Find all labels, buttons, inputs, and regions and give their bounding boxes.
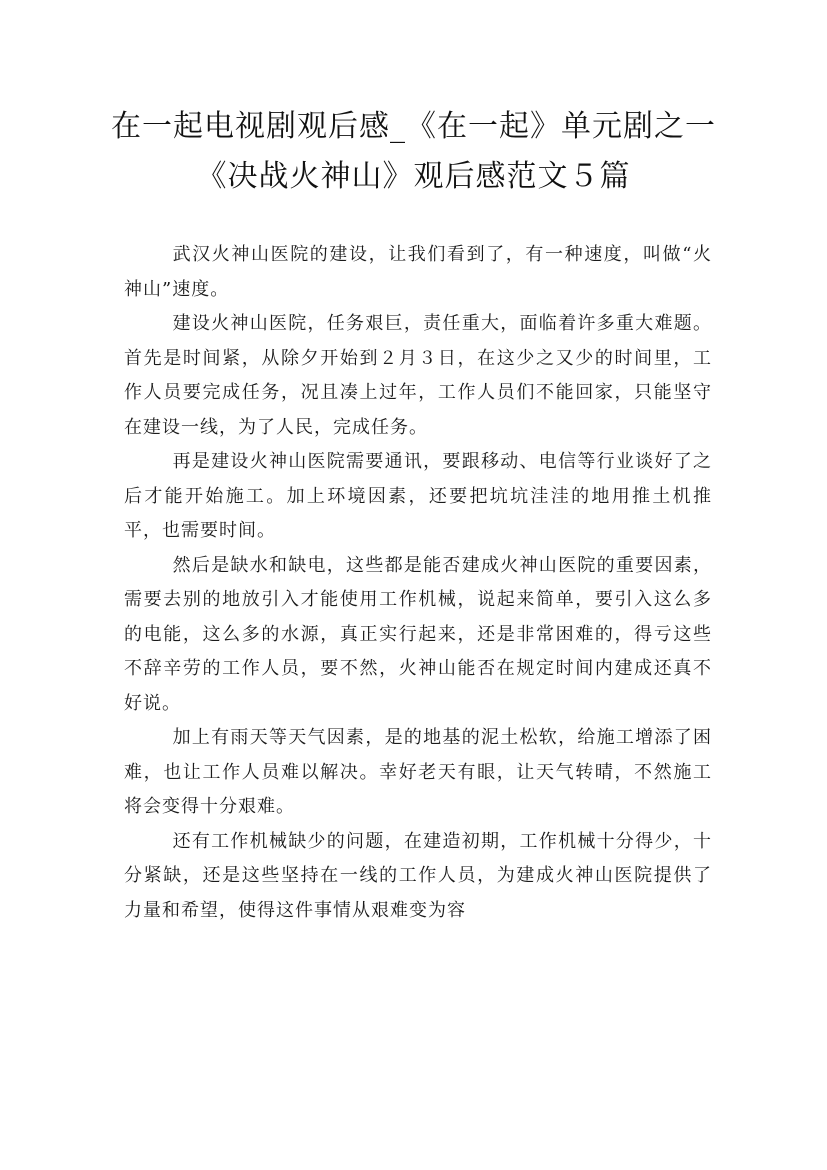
paragraph: 然后是缺水和缺电，这些都是能否建成火神山医院的重要因素，需要去别的地放引入才能使用工作机械，说起来简单，要引入这么多的电能，这么多的水源，真正实行起来，还是非常困难的，得亏这些不辞辛劳的工作人员，要不然，火神山能否在规定时间内建成还真不好说。 xyxy=(124,554,712,714)
paragraph: 还有工作机械缺少的问题，在建造初期，工作机械十分得少，十分紧缺，还是这些坚持在一线的工作人员，为建成火神山医院提供了力量和希望，使得这件事情从艰难变为容 xyxy=(124,830,712,921)
paragraph: 加上有雨天等天气因素，是的地基的泥土松软，给施工增添了困难，也让工作人员难以解决。幸好老天有眼，让天气转晴，不然施工将会变得十分艰难。 xyxy=(124,727,712,817)
document-title: 在一起电视剧观后感_《在一起》单元剧之一《决战火神山》观后感范文５篇 xyxy=(111,109,716,194)
paragraph: 武汉火神山医院的建设，让我们看到了，有一种速度，叫做“火神山”速度。 xyxy=(124,244,712,300)
paragraph: 再是建设火神山医院需要通讯，要跟移动、电信等行业谈好了之后才能开始施工。加上环境因素，还要把坑坑洼洼的地用推土机推平，也需要时间。 xyxy=(124,451,712,541)
document-body xyxy=(124,238,712,928)
paragraph: 建设火神山医院，任务艰巨，责任重大，面临着许多重大难题。首先是时间紧，从除夕开始到２月３日，在这少之又少的时间里，工作人员要完成任务，况且凑上过年，工作人员们不能回家，只能坚守在建设一线，为了人民，完成任务。 xyxy=(124,313,712,438)
